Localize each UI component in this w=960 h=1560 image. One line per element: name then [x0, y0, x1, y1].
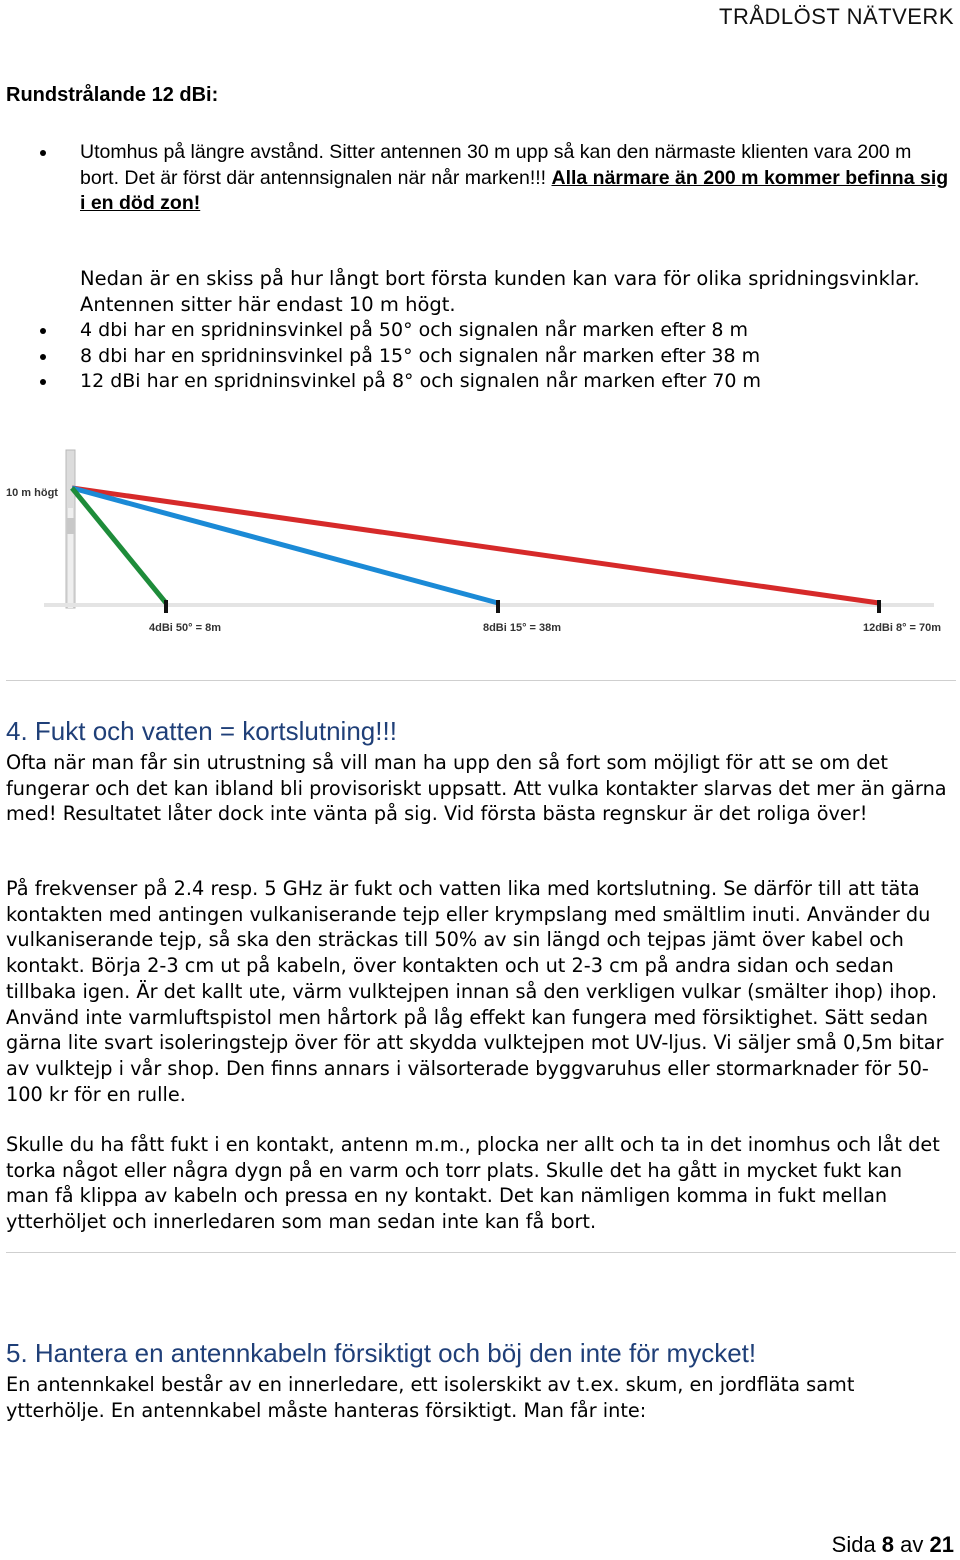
section-5-paragraph-1: En antennkakel består av en innerledare, ett isolerskikt av t.ex. skum, en jordfläta samt ytterhölje. En antennkabel måste hanteras försiktigt. Man får inte: — [6, 1373, 855, 1422]
subheading: Rundstrålande 12 dBi: — [6, 84, 219, 106]
list-item — [40, 140, 950, 217]
sketch-intro: Nedan är en skiss på hur långt bort första kunden kan vara för olika spridningsvinklar. Antennen sitter här endast 10 m högt. — [80, 267, 920, 316]
signal-line-8dbi — [72, 488, 498, 603]
list-item: 8 dbi har en spridninsvinkel på 15° och signalen når marken efter 38 m — [40, 344, 920, 370]
distance-label-12dbi: 12dBi 8° = 70m — [862, 622, 942, 634]
ground-line — [44, 603, 934, 607]
ground-marker-12dbi — [877, 600, 881, 613]
ground-marker-4dbi — [164, 600, 168, 613]
section-4-paragraph-3: Skulle du ha fått fukt i en kontakt, antenn m.m., plocka ner allt och ta in det inomhus och låt det torka något eller några dygn på en varm och torr plats. Skulle det ha gått in mycket fukt kan man få klippa av kabeln och pressa en ny kontakt. Det kan nämligen komma in fukt mellan ytterhöljet och innerledaren som man sedan inte kan få bort. — [6, 1133, 940, 1234]
distance-label-8dbi: 8dBi 15° = 38m — [482, 622, 562, 634]
list-item: 4 dbi har en spridninsvinkel på 50° och signalen når marken efter 8 m — [40, 318, 920, 344]
signal-line-12dbi — [72, 488, 879, 603]
page-header-title: TRÅDLÖST NÄTVERK — [719, 4, 954, 29]
section-divider — [6, 680, 956, 681]
section-4-paragraph-2: På frekvenser på 2.4 resp. 5 GHz är fukt och vatten lika med kortslutning. Se därför till att täta kontakten med antingen vulkaniserande tejp eller krympslang med smältlim inuti. Använder du vulkaniserande tejp, så ska den sträckas till 50% av sin längd och tejpas jämt över kabel och kontakt. Börja 2-3 cm ut på kabeln, över kontakten och ut 2-3 cm på andra sidan och sedan tillbaka igen. Är det kallt ute, värm vulktejpen innan så den verkligen vulkar (smälter ihop) ihop. Använd inte varmluftspistol men hårtork på låg effekt kan fungera med försiktighet. Sätt sedan gärna lite svart isoleringstejp över för att skydda vulktejpen mot UV-ljus. Vi säljer små 0,5m bitar av vulktejp i vår shop. Den finns annars i välsorterade byggvaruhus eller stormarknader för 50-100 kr för en rulle. — [6, 877, 944, 1106]
distance-label-4dbi: 4dBi 50° = 8m — [149, 622, 221, 634]
mast-height-label: 10 m högt — [6, 487, 58, 499]
footer-total-pages: 21 — [929, 1532, 954, 1557]
ground-marker-8dbi — [496, 600, 500, 613]
footer-page-number: 8 — [881, 1532, 895, 1557]
bullet-list-top — [40, 140, 950, 217]
footer-middle: av — [894, 1532, 930, 1557]
list-item-text: Utomhus på längre avstånd. Sitter antennen 30 m upp så kan den närmaste klienten vara 200 m bort. Det är först där antennsignalen när når marken!!! — [80, 141, 912, 189]
page-footer — [832, 1532, 954, 1558]
signal-line-4dbi — [72, 488, 166, 603]
list-item: 12 dBi har en spridninsvinkel på 8° och signalen når marken efter 70 m — [40, 369, 920, 395]
section-4-title: 4. Fukt och vatten = kortslutning!!! — [6, 716, 397, 746]
footer-prefix: Sida — [831, 1532, 882, 1557]
bullet-list-angles — [40, 318, 920, 395]
dead-zone-warning: Alla närmare än 200 m kommer befinna sig i en död zon! — [80, 166, 949, 214]
antenna-bracket — [67, 518, 75, 534]
spread-angle-diagram — [0, 440, 960, 650]
section-divider — [6, 1252, 956, 1253]
section-5-title: 5. Hantera en antennkabeln försiktigt och böj den inte för mycket! — [6, 1338, 757, 1368]
section-4-paragraph-1: Ofta när man får sin utrustning så vill man ha upp den så fort som möjligt för att se om det fungerar och det kan ibland bli provisoriskt uppsatt. Att vulka kontakter slarvas det mer än gärna med! Resultatet låter dock inte vänta på sig. Vid första bästa regnskur är det roliga över! — [6, 751, 947, 826]
